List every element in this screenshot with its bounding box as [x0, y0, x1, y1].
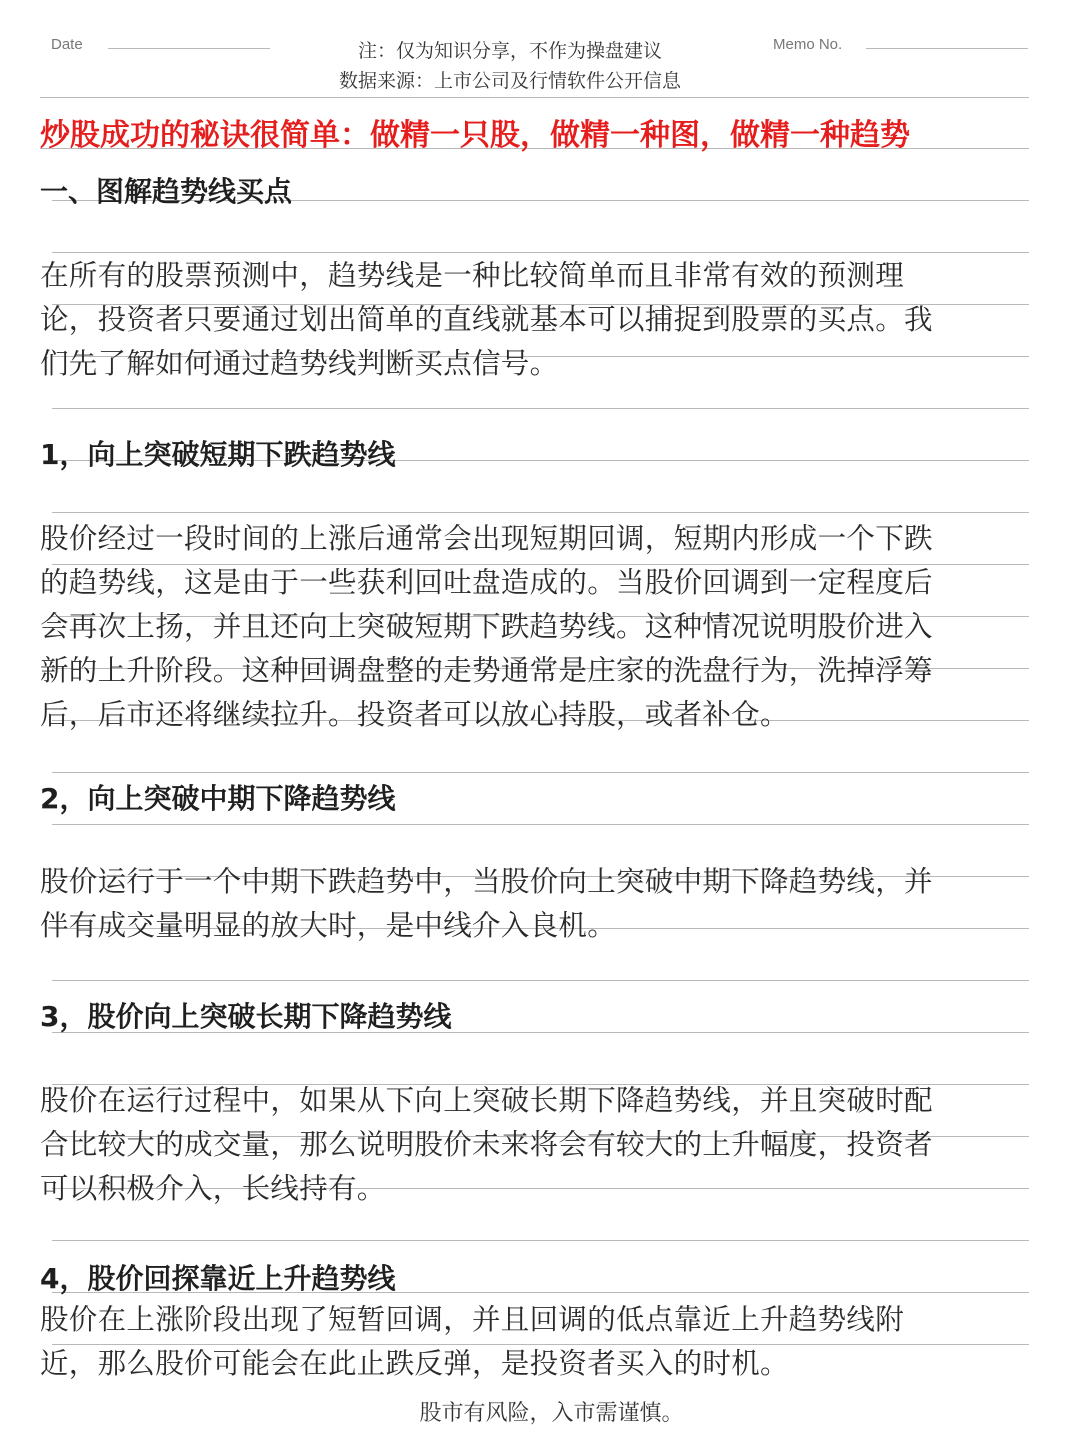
headline: 炒股成功的秘诀很简单：做精一只股，做精一种图，做精一种趋势	[40, 118, 910, 153]
item-3-title: 3，股价向上突破长期下降趋势线	[40, 1000, 452, 1033]
date-label: Date	[51, 36, 83, 53]
paragraph-line: 股价经过一段时间的上涨后通常会出现短期回调，短期内形成一个下跌	[40, 522, 933, 555]
risk-disclaimer: 股市有风险，入市需谨慎。	[419, 1401, 684, 1426]
item-1-paragraph	[40, 517, 1015, 737]
item-4-title: 4，股价回探靠近上升趋势线	[40, 1262, 396, 1295]
paragraph-line: 后，后市还将继续拉升。投资者可以放心持股，或者补仓。	[40, 698, 789, 731]
header-note-line2: 数据来源：上市公司及行情软件公开信息	[338, 70, 681, 92]
item-3-paragraph	[40, 1079, 1015, 1211]
paragraph-line: 们先了解如何通过趋势线判断买点信号。	[40, 347, 559, 380]
ruled-line	[52, 824, 1029, 825]
item-2-title: 2，向上突破中期下降趋势线	[40, 782, 396, 815]
intro-paragraph	[40, 254, 1015, 386]
paragraph-line: 伴有成交量明显的放大时，是中线介入良机。	[40, 909, 617, 942]
ruled-line	[52, 980, 1029, 981]
paragraph-line: 可以积极介入，长线持有。	[40, 1172, 386, 1205]
paragraph-line: 股价运行于一个中期下跌趋势中，当股价向上突破中期下降趋势线，并	[40, 865, 933, 898]
ruled-line	[40, 97, 1029, 98]
item-4-paragraph	[40, 1298, 1015, 1386]
memo-label: Memo No.	[773, 36, 843, 53]
item-2-paragraph	[40, 860, 1015, 948]
paragraph-line: 论，投资者只要通过划出简单的直线就基本可以捕捉到股票的买点。我	[40, 303, 933, 336]
paragraph-line: 股价在运行过程中，如果从下向上突破长期下降趋势线，并且突破时配	[40, 1084, 933, 1117]
item-1-title: 1，向上突破短期下跌趋势线	[40, 438, 396, 471]
ruled-line	[52, 252, 1029, 253]
ruled-line	[52, 408, 1029, 409]
paragraph-line: 的趋势线，这是由于一些获利回吐盘造成的。当股价回调到一定程度后	[40, 566, 933, 599]
paragraph-line: 在所有的股票预测中，趋势线是一种比较简单而且非常有效的预测理	[40, 259, 905, 292]
ruled-line	[52, 772, 1029, 773]
paragraph-line: 会再次上扬，并且还向上突破短期下跌趋势线。这种情况说明股价进入	[40, 610, 933, 643]
paragraph-line: 近，那么股价可能会在此止跌反弹，是投资者买入的时机。	[40, 1347, 789, 1380]
header-note-line1: 注：仅为知识分享，不作为操盘建议	[357, 40, 662, 62]
section-title: 一、图解趋势线买点	[40, 175, 293, 208]
paragraph-line: 新的上升阶段。这种回调盘整的走势通常是庄家的洗盘行为，洗掉浮筹	[40, 654, 933, 687]
paragraph-line: 股价在上涨阶段出现了短暂回调，并且回调的低点靠近上升趋势线附	[40, 1303, 905, 1336]
paragraph-line: 合比较大的成交量，那么说明股价未来将会有较大的上升幅度，投资者	[40, 1128, 933, 1161]
ruled-line	[52, 512, 1029, 513]
ruled-line	[52, 1240, 1029, 1241]
